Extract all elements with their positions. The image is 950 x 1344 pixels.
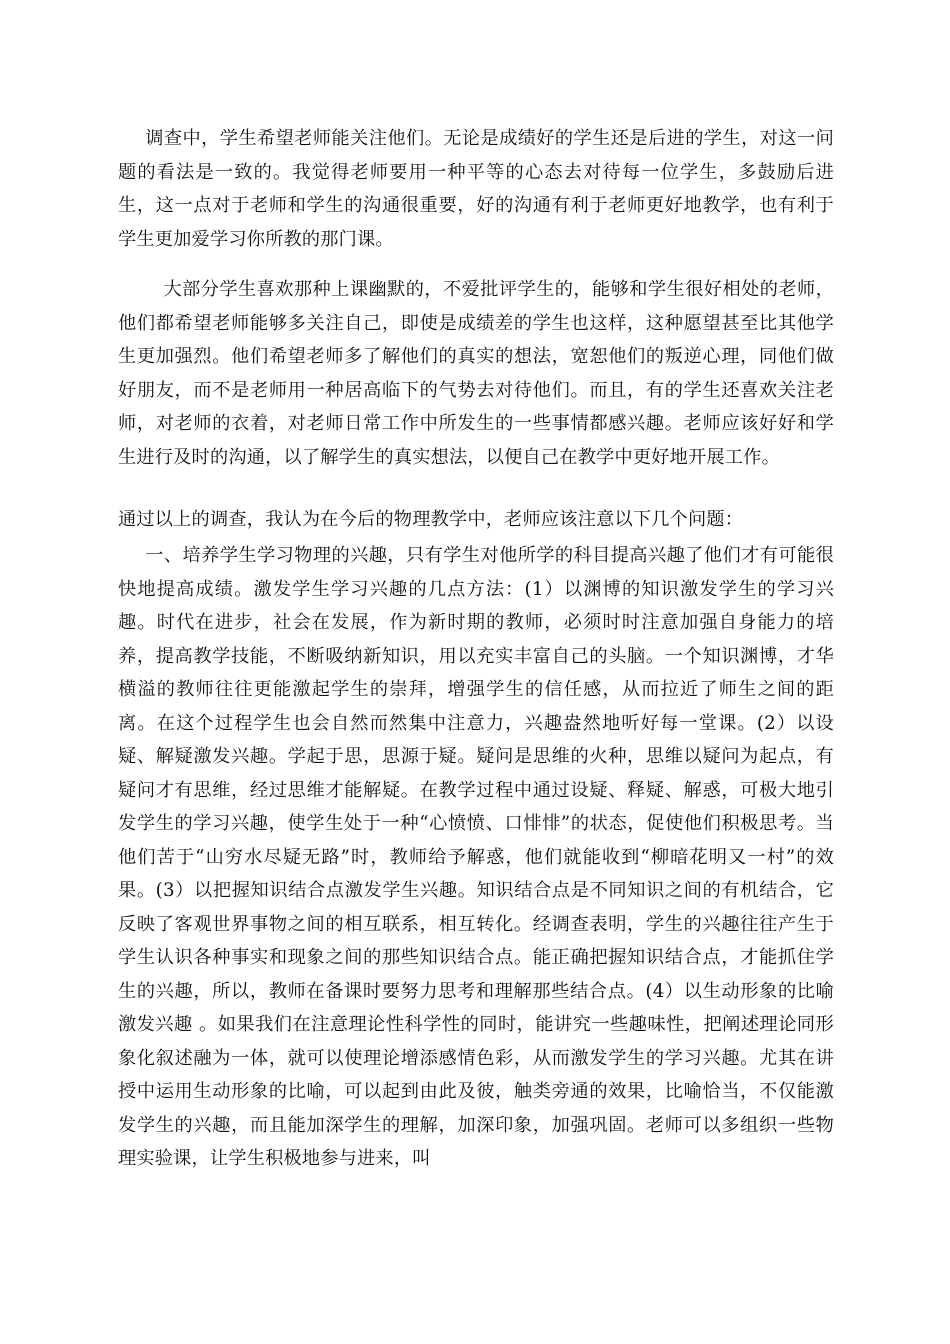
paragraph-2: 大部分学生喜欢那种上课幽默的，不爱批评学生的，能够和学生很好相处的老师，他们都希望老师能够多关注自己，即使是成绩差的学生也这样，这种愿望甚至比其他学生更加强烈。他们希望老师多了解他们的真实的想法，宽恕他们的叛逆心理，同他们做好朋友，而不是老师用一种居高临下的气势去对待他们。而且，有的学生还喜欢关注老师，对老师的衣着，对老师日常工作中所发生的一些事情都感兴趣。老师应该好好和学生进行及时的沟通，以了解学生的真实想法，以便自己在教学中更好地开展工作。: [118, 279, 834, 468]
paragraph-4: 一、培养学生学习物理的兴趣，只有学生对他所学的科目提高兴趣了他们才有可能很快地提高成绩。激发学生学习兴趣的几点方法：(1）以渊博的知识激发学生的学习兴趣。时代在进步，社会在发展，作为新时期的教师，必须时时注意加强自身能力的培养，提高教学技能，不断吸纳新知识，用以充实丰富自己的头脑。一个知识渊博，才华横溢的教师往往更能激起学生的崇拜，增强学生的信任感，从而拉近了师生之间的距离。在这个过程学生也会自然而然集中注意力，兴趣盎然地听好每一堂课。(2）以设疑、解疑激发兴趣。学起于思，思源于疑。疑问是思维的火种，思维以疑问为起点，有疑问才有思维，经过思维才能解疑。在教学过程中通过设疑、释疑、解惑，可极大地引发学生的学习兴趣，使学生处于一种“心愤愤、口悱悱”的状态，促使他们积极思考。当他们苦于“山穷水尽疑无路”时，教师给予解惑，他们就能收到“柳暗花明又一村”的效果。(3）以把握知识结合点激发学生兴趣。知识结合点是不同知识之间的有机结合，它反映了客观世界事物之间的相互联系，相互转化。经调查表明，学生的兴趣往往产生于学生认识各种事实和现象之间的那些知识结合点。能正确把握知识结合点，才能抓住学生的兴趣，所以，教师在备课时要努力思考和理解那些结合点。(4）以生动形象的比喻激发兴趣 。如果我们在注意理论性科学性的同时，能讲究一些趣味性，把阐述理论同形象化叙述融为一体，就可以使理论增添感情色彩，从而激发学生的学习兴趣。尤其在讲授中运用生动形象的比喻，可以起到由此及彼，触类旁通的效果，比喻恰当，不仅能激发学生的兴趣，而且能加深学生的理解，加深印象，加强巩固。老师可以多组织一些物理实验课，让学生积极地参与进来，叫: [118, 545, 834, 1169]
paragraph-3: 通过以上的调查，我认为在今后的物理教学中，老师应该注意以下几个问题：: [118, 509, 744, 530]
paragraph-3-block: [118, 503, 834, 537]
paragraph-1-block: [118, 122, 834, 256]
paragraph-1: 调查中，学生希望老师能关注他们。无论是成绩好的学生还是后进的学生，对这一问题的看法是一致的。我觉得老师要用一种平等的心态去对待每一位学生，多鼓励后进生，这一点对于老师和学生的沟通很重要，好的沟通有利于老师更好地教学，也有利于学生更加爱学习你所教的那门课。: [118, 128, 834, 250]
paragraph-4-block: [118, 539, 834, 1176]
paragraph-2-block: [118, 273, 834, 474]
